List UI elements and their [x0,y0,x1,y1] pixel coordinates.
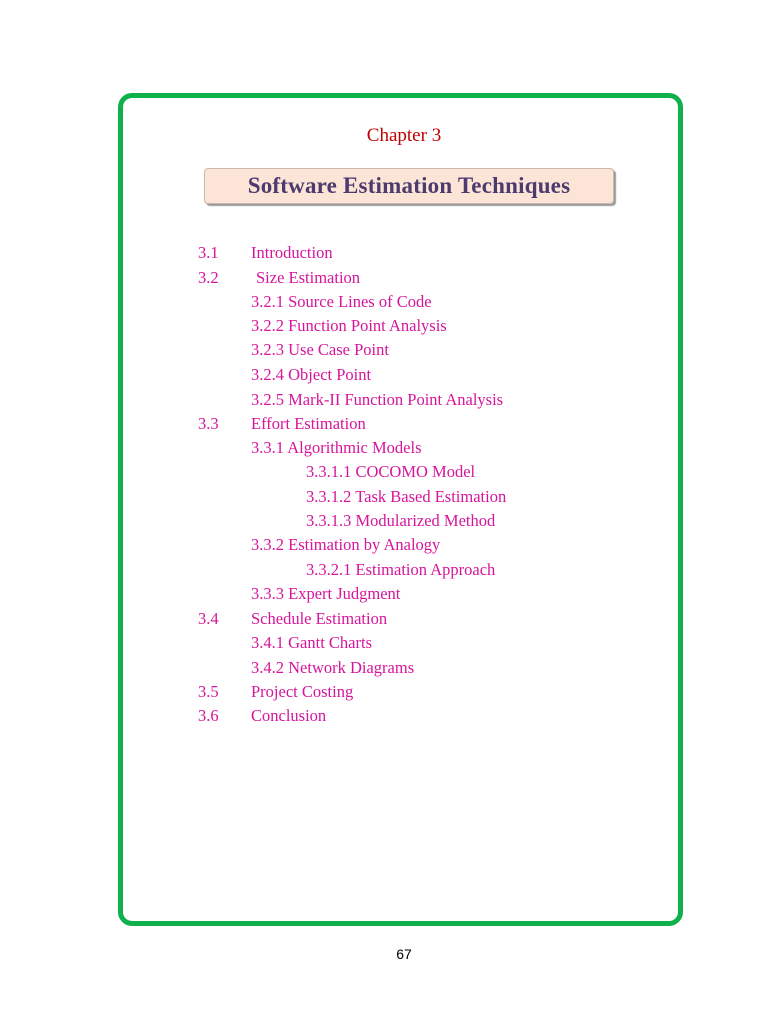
toc-item [251,340,389,360]
toc-item [251,633,372,653]
page-number: 67 [396,946,412,962]
toc-item-text: 3.2.5 Mark-II Function Point Analysis [251,390,504,409]
toc-item-text: Introduction [251,243,333,262]
green-border-frame [118,93,683,926]
toc-item-number: 3.6 [198,706,219,725]
toc-item-text: 3.3.1.3 Modularized Method [306,511,496,530]
toc-item-text: 3.2.4 Object Point [251,365,372,384]
toc-item-text: 3.2.2 Function Point Analysis [251,316,447,335]
toc-item-number: 3.5 [198,682,219,701]
toc-item [251,390,503,410]
toc-item [306,560,495,580]
toc-item-text: 3.4.1 Gantt Charts [251,633,372,652]
toc-item-number: 3.3 [198,414,219,433]
toc-item [251,316,447,336]
toc-item-text: Effort Estimation [251,414,366,433]
chapter-label: Chapter 3 [366,125,442,146]
toc-item-text: 3.3.2.1 Estimation Approach [306,560,496,579]
toc-item-text: Schedule Estimation [251,609,388,628]
toc-item [251,535,440,555]
toc-item-text: 3.3.1.1 COCOMO Model [306,462,476,481]
toc-item [251,438,422,458]
chapter-title-box [204,168,614,204]
toc-item [306,487,506,507]
toc-item-text: Size Estimation [256,268,361,287]
toc-item-text: 3.3.2 Estimation by Analogy [251,535,441,554]
toc-item [251,584,400,604]
toc-item-text: 3.2.1 Source Lines of Code [251,292,432,311]
toc-item-text: 3.3.1.2 Task Based Estimation [306,487,507,506]
toc-item [306,511,495,531]
chapter-title: Software Estimation Techniques [247,173,571,198]
toc-item-text: Conclusion [251,706,327,725]
toc-item [251,365,371,385]
toc-item-number: 3.1 [198,243,219,262]
toc-item-text: 3.3.3 Expert Judgment [251,584,401,603]
toc-item-text: 3.4.2 Network Diagrams [251,658,415,677]
toc-item-text: 3.2.3 Use Case Point [251,340,389,359]
toc-item-number: 3.4 [198,609,219,628]
toc-item-number: 3.2 [198,268,219,287]
toc-item [251,292,432,312]
toc-item [251,658,414,678]
toc-item-text: 3.3.1 Algorithmic Models [251,438,422,457]
toc-item-text: Project Costing [251,682,354,701]
toc-item [306,462,475,482]
